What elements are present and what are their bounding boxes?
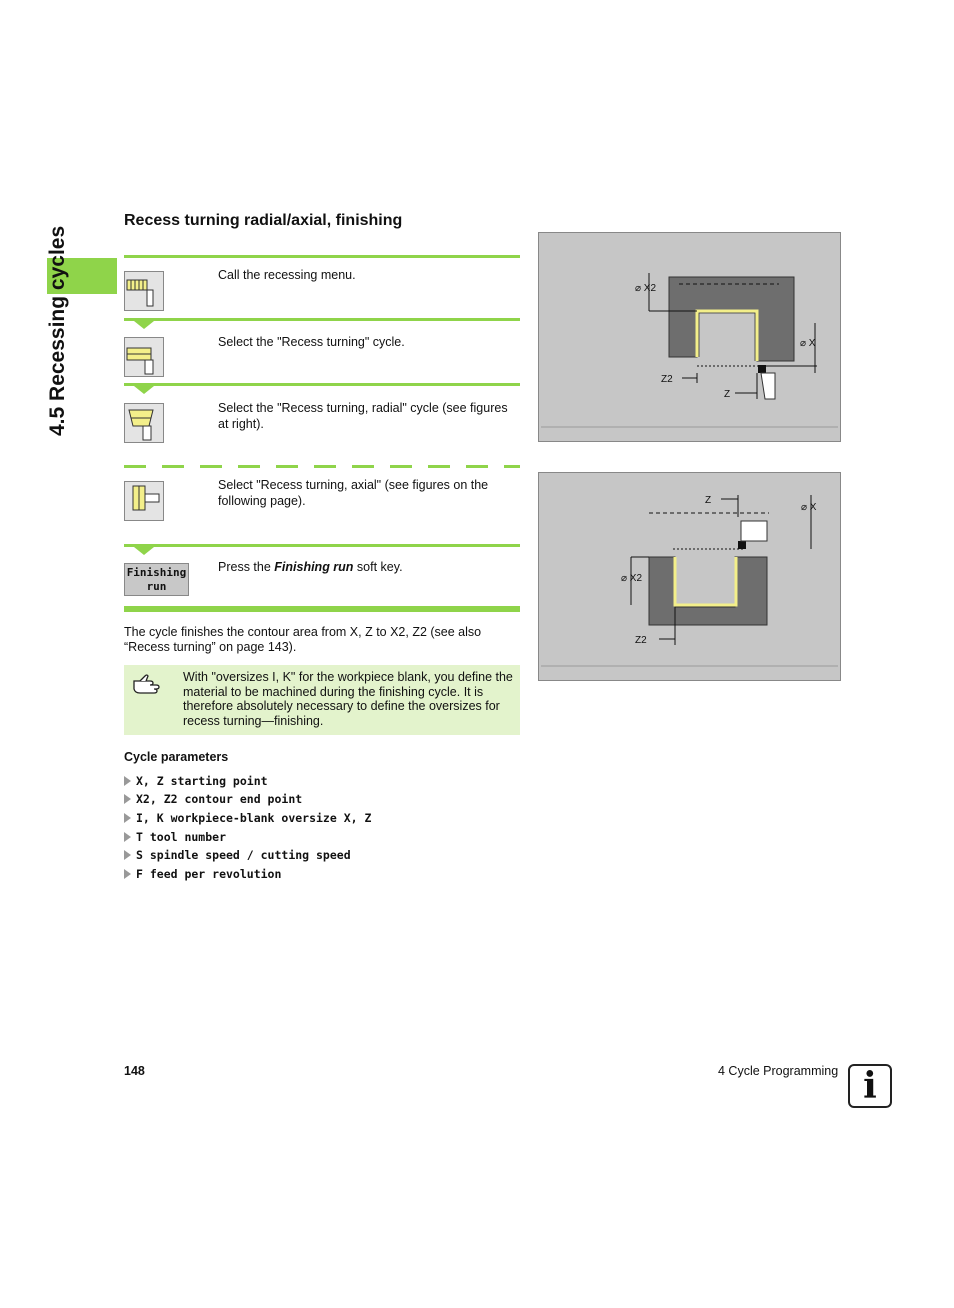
- parameter-label: X2, Z2 contour end point: [136, 792, 303, 806]
- chapter-title: 4.5 Recessing cycles: [46, 225, 69, 436]
- softkey-line-1: Finishing: [126, 566, 187, 579]
- fig2-label-x2: ⌀ X2: [621, 573, 643, 584]
- parameter-item: [124, 848, 351, 862]
- bullet-arrow-icon: [124, 850, 131, 860]
- figure-radial-recess: [538, 232, 841, 442]
- pointing-hand-icon: [132, 673, 164, 700]
- fig1-label-x: ⌀ X: [800, 338, 816, 349]
- finishing-run-softkey[interactable]: [124, 563, 189, 596]
- step-arrow: [134, 321, 154, 329]
- info-icon: i: [848, 1064, 892, 1108]
- bullet-arrow-icon: [124, 776, 131, 786]
- step-1-text: Call the recessing menu.: [218, 268, 356, 282]
- chapter-title-vertical: [46, 218, 96, 438]
- recessing-menu-icon: [124, 271, 164, 311]
- recess-radial-icon: [124, 403, 164, 443]
- parameter-item: [124, 811, 371, 825]
- bullet-arrow-icon: [124, 813, 131, 823]
- step-divider: [124, 544, 520, 547]
- parameter-item: [124, 774, 268, 788]
- figure-radial-recess-start: [538, 472, 841, 681]
- parameter-label: F feed per revolution: [136, 867, 282, 881]
- step-5-suffix: soft key.: [353, 560, 403, 574]
- note-text: With "oversizes I, K" for the workpiece blank, you define the material to be machined during the finishing cycle. It is therefore absolutely necessary to define the oversizes for recess turning—finishing.: [183, 670, 513, 728]
- step-divider: [124, 255, 520, 258]
- recess-axial-icon: [124, 481, 164, 521]
- fig2-label-z2: Z2: [635, 635, 647, 646]
- section-title: Recess turning radial/axial, finishing: [124, 212, 403, 229]
- recess-turning-icon: [124, 337, 164, 377]
- step-arrow: [134, 547, 154, 555]
- step-divider-dashed: [124, 465, 520, 468]
- parameter-label: S spindle speed / cutting speed: [136, 848, 351, 862]
- cycle-parameters-title: Cycle parameters: [124, 750, 229, 764]
- bullet-arrow-icon: [124, 832, 131, 842]
- step-divider: [124, 318, 520, 321]
- fig1-label-z2: Z2: [661, 374, 673, 385]
- bullet-arrow-icon: [124, 869, 131, 879]
- bullet-arrow-icon: [124, 794, 131, 804]
- parameter-item: [124, 867, 281, 881]
- fig1-label-x2: ⌀ X2: [635, 283, 657, 294]
- softkey-line-2: run: [146, 580, 167, 593]
- footer-chapter: 4 Cycle Programming: [718, 1064, 839, 1078]
- step-5-prefix: Press the: [218, 560, 275, 574]
- fig2-label-x: ⌀ X: [801, 502, 817, 513]
- step-5-emphasis: Finishing run: [274, 560, 354, 574]
- parameter-item: [124, 830, 226, 844]
- steps-end-bar: [124, 606, 520, 612]
- description-paragraph: The cycle finishes the contour area from X, Z to X2, Z2 (see also “Recess turning” on page 143).: [124, 625, 482, 654]
- step-arrow: [134, 386, 154, 394]
- parameter-label: I, K workpiece-blank oversize X, Z: [136, 811, 372, 825]
- step-2-text: Select the "Recess turning" cycle.: [218, 335, 405, 349]
- page-number: 148: [124, 1064, 145, 1078]
- step-5-text: [218, 559, 518, 575]
- step-4-text: Select "Recess turning, axial" (see figures on the following page).: [218, 478, 489, 508]
- parameter-item: [124, 792, 302, 806]
- step-divider: [124, 383, 520, 386]
- parameter-label: X, Z starting point: [136, 774, 268, 788]
- fig2-label-z: Z: [705, 495, 712, 506]
- step-3-text: Select the "Recess turning, radial" cycle (see figures at right).: [218, 401, 508, 431]
- parameter-label: T tool number: [136, 830, 227, 844]
- fig1-label-z: Z: [724, 389, 731, 400]
